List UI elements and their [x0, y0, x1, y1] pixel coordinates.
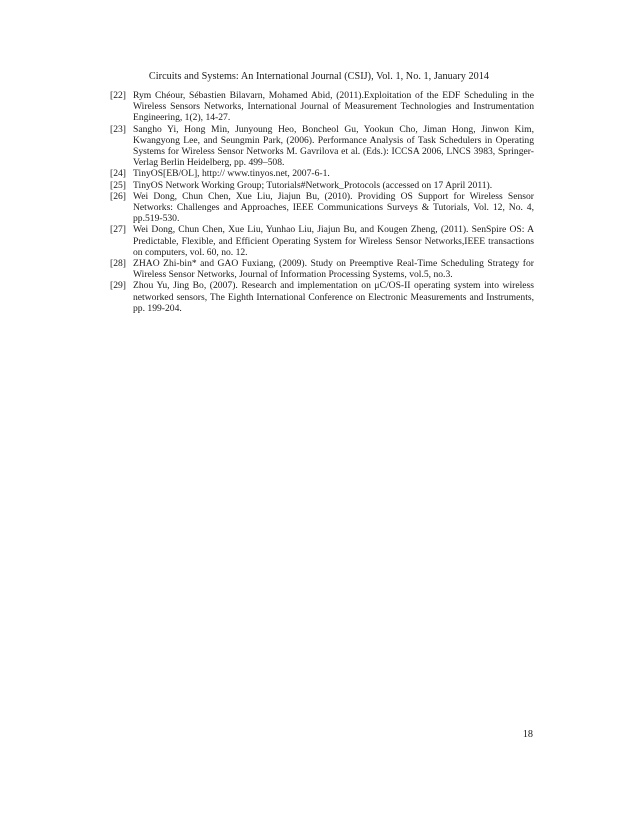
reference-number: [28]	[110, 258, 126, 270]
reference-text: Wei Dong, Chun Chen, Xue Liu, Jiajun Bu, (2010). Providing OS Support for Wireless Sensor Networks: Challenges and Approaches, IEEE Communications Surveys & Tutorials, Vol. 12, No. 4, pp.519-530.	[133, 190, 534, 225]
reference-number: [22]	[110, 90, 126, 101]
reference-text: Wei Dong, Chun Chen, Xue Liu, Yunhao Liu, Jiajun Bu, and Kougen Zheng, (2011). SenSpire OS: A Predictable, Flexible, and Efficient Operating System for Wireless Sensor Networks,IEEE transactions on computers, vol. 60, no. 12.	[133, 224, 534, 258]
reference-text: Rym Chéour, Sébastien Bilavarn, Mohamed Abid, (2011).Exploitation of the EDF Scheduling in the Wireless Sensors Networks, International Journal of Measurement Technologies and Instrumentation Engineering, 1(2), 14-27.	[133, 90, 534, 124]
reference-text: TinyOS[EB/OL], http:// www.tinyos.net, 2007-6-1.	[133, 168, 330, 180]
page-number: 18	[522, 729, 533, 740]
reference-number: [24]	[110, 168, 126, 180]
reference-number: [27]	[110, 224, 126, 236]
reference-text: Sangho Yi, Hong Min, Junyoung Heo, Boncheol Gu, Yookun Cho, Jiman Hong, Jinwon Kim, Kwangyong Lee, and Seungmin Park, (2006). Performance Analysis of Task Schedulers in Operating Systems for Wireless Sensor Networks M. Gavrilova et al. (Eds.): ICCSA 2006, LNCS 3983, Springer-Verlag Berlin Heidelberg, pp. 499–508.	[133, 123, 534, 169]
reference-number: [25]	[110, 179, 126, 191]
reference-item	[110, 168, 534, 179]
reference-item	[110, 90, 534, 124]
reference-item	[110, 224, 534, 258]
reference-item	[110, 180, 534, 191]
reference-list	[110, 90, 534, 314]
reference-text: ZHAO Zhi-bin* and GAO Fuxiang, (2009). Study on Preemptive Real-Time Scheduling Strategy for Wireless Sensor Networks, Journal of Information Processing Systems, vol.5, no.3.	[133, 258, 534, 281]
reference-item	[110, 191, 534, 225]
reference-item	[110, 258, 534, 280]
reference-item	[110, 124, 534, 169]
reference-item	[110, 280, 534, 314]
reference-number: [23]	[110, 123, 126, 135]
reference-text: Zhou Yu, Jing Bo, (2007). Research and implementation on μC/OS-II operating system into wireless networked sensors, The Eighth International Conference on Electronic Measurements and Instruments, pp. 199-204.	[133, 280, 534, 314]
reference-text: TinyOS Network Working Group; Tutorials#Network_Protocols (accessed on 17 April 2011).	[133, 179, 493, 191]
reference-number: [29]	[110, 280, 126, 292]
reference-number: [26]	[110, 190, 126, 202]
running-header: Circuits and Systems: An International Journal (CSIJ), Vol. 1, No. 1, January 2014	[148, 71, 490, 82]
